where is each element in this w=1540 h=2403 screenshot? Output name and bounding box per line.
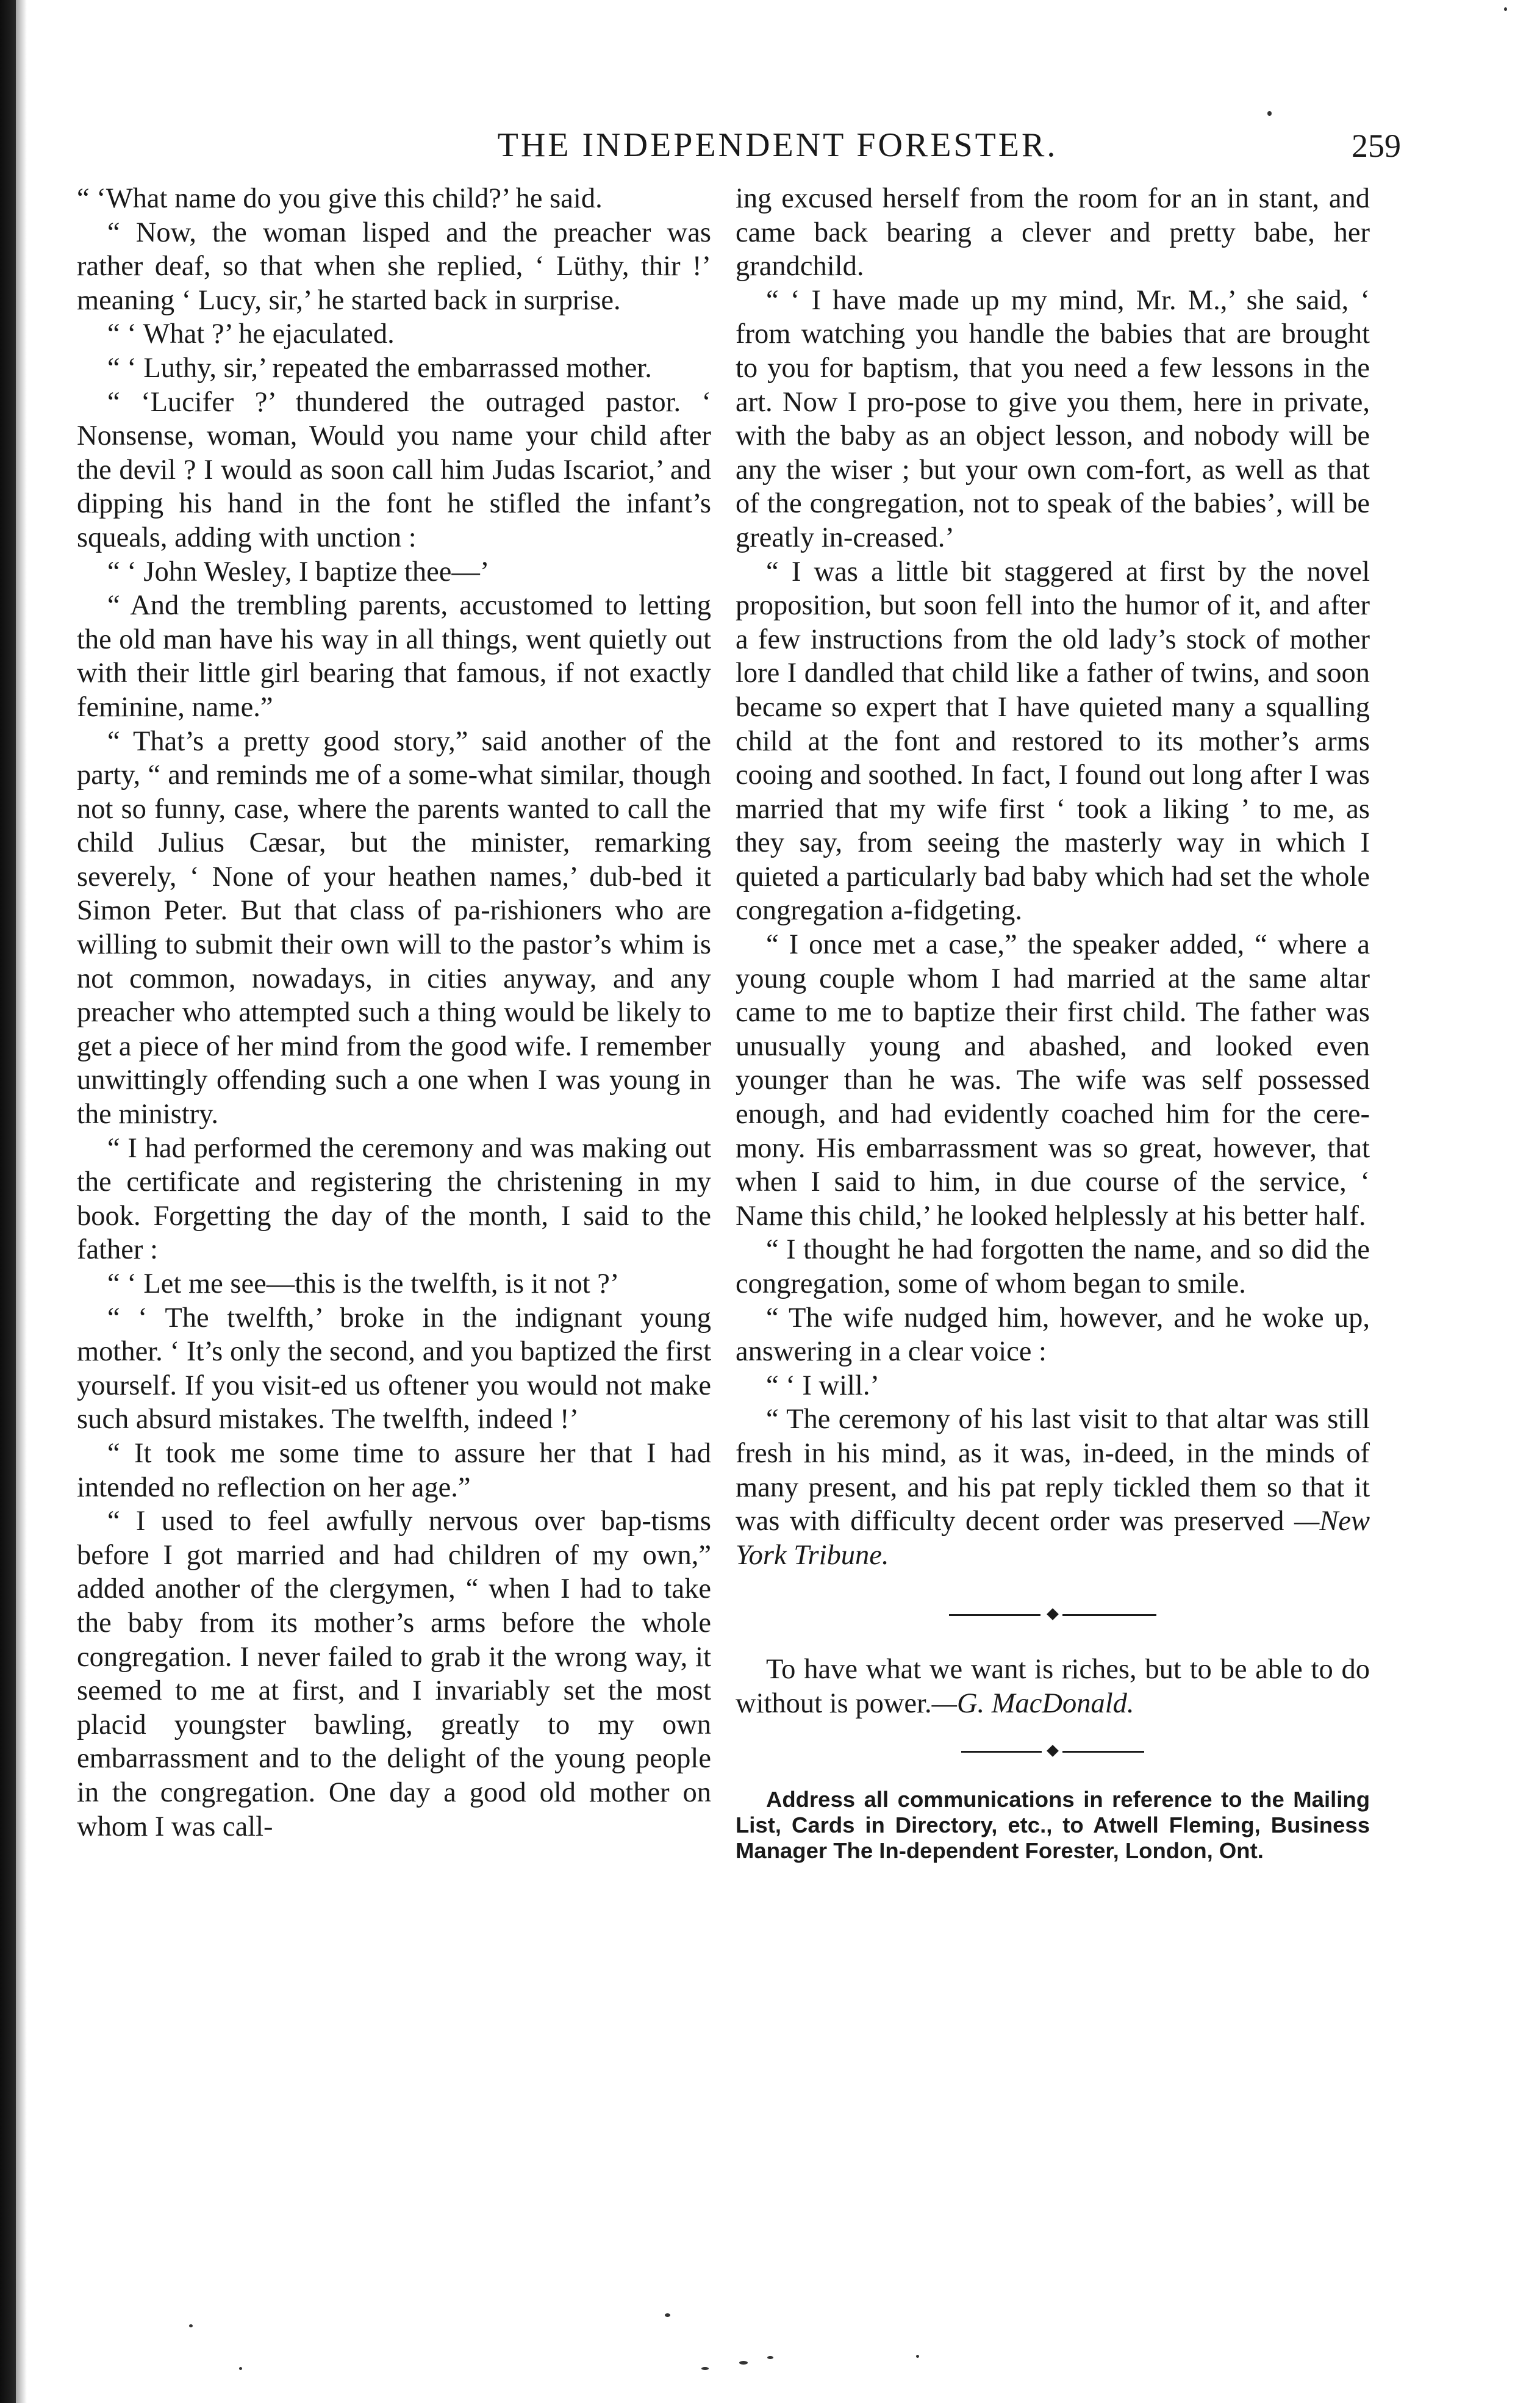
paragraph: “ I used to feel awfully nervous over bap-tisms before I got married and had children of my own,” added another of the clergymen, “ when I had to take the baby from its mother’s arms before the whole congregation. I never failed to grab it the wrong way, it seemed to me at first, and I invariably set the most placid youngster bawling, greatly to my own embarrassment and to the delight of the young people in the congregation. One day a good old mother on whom I was call- bbox=[77, 1506, 711, 1842]
quote-text: To have what we want is riches, but to be able to do without is power. bbox=[736, 1654, 1370, 1719]
paragraph: “ I had performed the ceremony and was making out the certificate and registering the christening in my book. Forgetting the day of the month, I said to the father : bbox=[77, 1132, 711, 1266]
right-column bbox=[736, 182, 1370, 1864]
business-notice: Address all communications in reference to the Mailing List, Cards in Directory, etc., to Atwell Fleming, Business Manager The In-dependent Forester, London, Ont. bbox=[736, 1786, 1370, 1863]
paragraph: “ It took me some time to assure her that I had intended no reflection on her age.” bbox=[77, 1437, 711, 1503]
print-speck bbox=[739, 2361, 748, 2365]
paragraph: “ ‘ John Wesley, I baptize thee—’ bbox=[107, 556, 490, 587]
print-speck bbox=[767, 2356, 773, 2359]
print-speck bbox=[701, 2367, 709, 2370]
paragraph: “ The wife nudged him, however, and he woke up, answering in a clear voice : bbox=[736, 1302, 1370, 1368]
print-speck bbox=[1504, 7, 1507, 11]
article-source: —New York Tribune. bbox=[736, 1506, 1370, 1571]
print-speck bbox=[1267, 111, 1272, 116]
print-speck bbox=[189, 2324, 193, 2327]
quote-attribution: —G. MacDonald. bbox=[931, 1687, 1134, 1719]
print-speck bbox=[239, 2367, 242, 2370]
page-number: 259 bbox=[1352, 128, 1401, 164]
paragraph-final bbox=[736, 1403, 1370, 1572]
ornamental-separator bbox=[961, 1745, 1144, 1758]
paragraph: “ ‘What name do you give this child?’ he said. bbox=[77, 183, 603, 214]
paragraph: “ I once met a case,” the speaker added, “ where a young couple whom I had married at the same altar came to me to baptize their first child. The father was unusually young and abashed, and looked even younger than he was. The wife was self possessed enough, and had evidently coached him for the cere-mony. His embarrassment was so great, however, that when I said to him, in due course of the service, ‘ Name this child,’ he looked helplessly at his better half. bbox=[736, 929, 1370, 1232]
paragraph: “ ‘ Let me see—this is the twelfth, is it not ?’ bbox=[107, 1268, 620, 1299]
print-speck bbox=[916, 2355, 919, 2358]
paragraph-text: “ The ceremony of his last visit to that altar was still fresh in his mind, as it was, in-deed, in the minds of many present, and his pat reply tickled them so that it was with difficulty decent order was preserved bbox=[736, 1404, 1370, 1537]
paragraph: “ ‘ What ?’ he ejaculated. bbox=[107, 318, 395, 350]
paragraph: “ I thought he had forgotten the name, and so did the congregation, some of whom began to smile. bbox=[736, 1234, 1370, 1299]
paragraph: “ ‘ Luthy, sir,’ repeated the embarrassed mother. bbox=[107, 352, 652, 384]
spine-gutter-shade bbox=[16, 0, 27, 2403]
paragraph: “ I was a little bit staggered at first by the novel proposition, but soon fell into the humor of it, and after a few instructions from the old lady’s stock of mother lore I dandled that child like a father of twins, and soon became so expert that I have quieted many a squalling child at the font and restored to its mother’s arms cooing and soothed. In fact, I found out long after I was married that my wife first ‘ took a liking ’ to me, as they say, from seeing the masterly way in which I quieted a particularly bad baby which had set the whole congregation a-fidgeting. bbox=[736, 556, 1370, 927]
quote-paragraph bbox=[736, 1653, 1370, 1720]
ornamental-separator bbox=[949, 1609, 1156, 1621]
paragraph: “ ‘ I will.’ bbox=[766, 1370, 879, 1401]
print-speck bbox=[665, 2313, 670, 2317]
paragraph: “ And the trembling parents, accustomed to letting the old man have his way in all things, went quietly out with their little girl bearing that famous, if not exactly feminine, name.” bbox=[77, 590, 711, 723]
paragraph: “ ‘ I have made up my mind, Mr. M.,’ she said, ‘ from watching you handle the babies that are brought to you for baptism, that you need a few lessons in the art. Now I pro-pose to give you them, here in private, with the baby as an object lesson, and nobody will be any the wiser ; but your own com-fort, as well as that of the congregation, not to speak of the babies’, will be greatly in-creased.’ bbox=[736, 284, 1370, 553]
paragraph: “ That’s a pretty good story,” said another of the party, “ and reminds me of a some-what similar, though not so funny, case, where the parents wanted to call the child Julius Cæsar, but the minister, remarking severely, ‘ None of your heathen names,’ dub-bed it Simon Peter. But that class of pa-rishioners who are willing to submit their own will to the pastor’s whim is not common, nowadays, in cities anyway, and any preacher who attempted such a thing would be likely to get a piece of her mind from the good wife. I remember unwittingly offending such a one when I was young in the ministry. bbox=[77, 725, 711, 1130]
paragraph: “ ‘ The twelfth,’ broke in the indignant young mother. ‘ It’s only the second, and you baptized the first yourself. If you visit-ed us oftener you would not make such absurd mistakes. The twelfth, indeed !’ bbox=[77, 1302, 711, 1435]
book-spine-shadow bbox=[0, 0, 16, 2403]
running-head-title: THE INDEPENDENT FORESTER. bbox=[497, 126, 1058, 164]
paragraph: “ ‘Lucifer ?’ thundered the outraged pastor. ‘ Nonsense, woman, Would you name your child after the devil ? I would as soon call him Judas Iscariot,’ and dipping his hand in the font he stifled the infant’s squeals, adding with unction : bbox=[77, 386, 711, 553]
quote-block bbox=[736, 1653, 1370, 1720]
paragraph: ing excused herself from the room for an in stant, and came back bearing a clever and pretty babe, her grandchild. bbox=[736, 183, 1370, 282]
paragraph: “ Now, the woman lisped and the preacher was rather deaf, so that when she replied, ‘ Lüthy, thir !’ meaning ‘ Lucy, sir,’ he started back in surprise. bbox=[77, 217, 711, 316]
left-column bbox=[77, 182, 711, 1844]
